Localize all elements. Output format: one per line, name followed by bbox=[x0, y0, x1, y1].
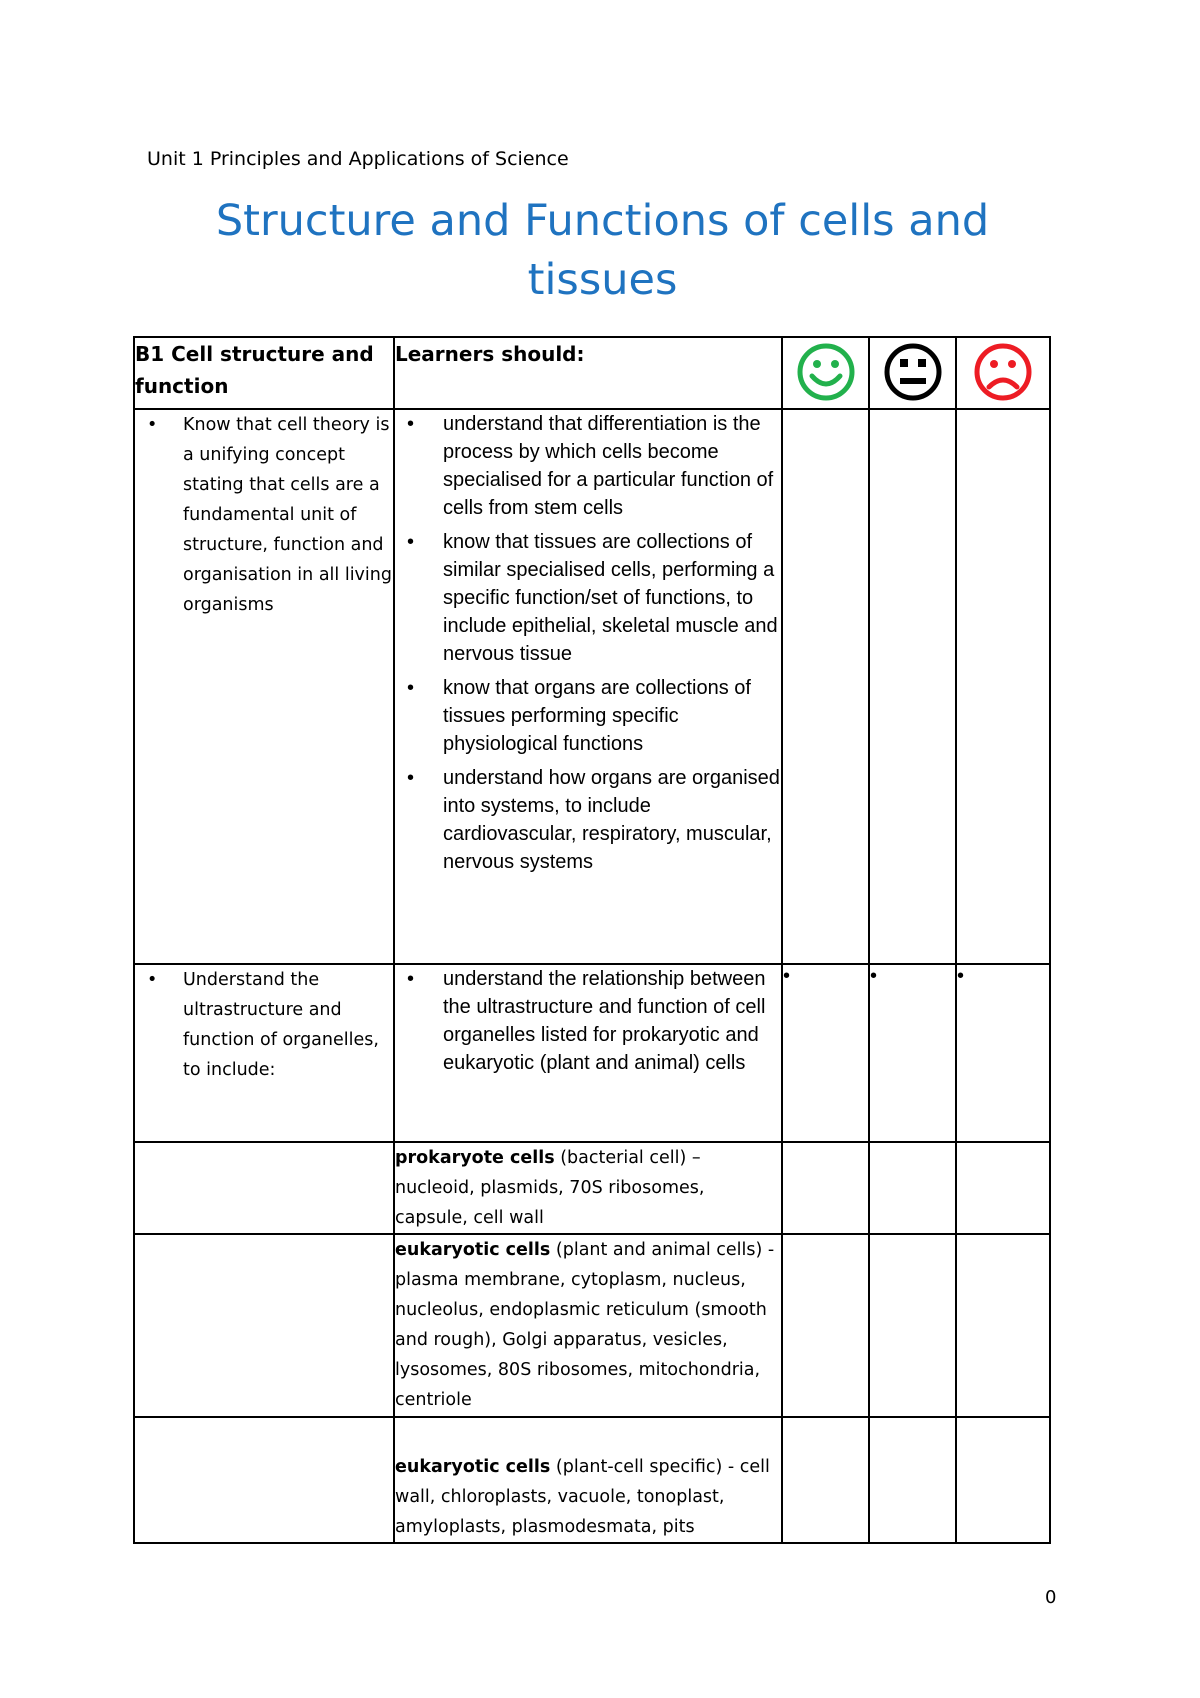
bullet-icon: • bbox=[870, 965, 878, 987]
smiley-face-cell bbox=[782, 337, 869, 409]
topic-cell bbox=[134, 964, 394, 1142]
neutral-face-cell bbox=[869, 337, 956, 409]
topic-cell bbox=[134, 1142, 394, 1234]
list-item: • Know that cell theory is a unifying concept stating that cells are a fundamental unit of structure, function and organisation in all living organisms bbox=[135, 410, 393, 620]
header-learners: Learners should: bbox=[394, 337, 782, 409]
bullet-icon: • bbox=[147, 415, 158, 435]
list-item: • know that organs are collections of tissues performing specific physiological functions bbox=[395, 674, 781, 758]
rating-cell[interactable] bbox=[782, 1142, 869, 1234]
table-row bbox=[134, 1417, 1050, 1543]
list-item: • understand how organs are organised into systems, to include cardiovascular, respiratory, muscular, nervous systems bbox=[395, 764, 781, 876]
bullet-icon: • bbox=[407, 968, 415, 990]
page-title bbox=[150, 192, 1055, 310]
title-line-2: tissues bbox=[527, 255, 678, 305]
title-line-1: Structure and Functions of cells and bbox=[215, 196, 990, 246]
table-header-row bbox=[134, 337, 1050, 409]
page-number: 0 bbox=[1045, 1587, 1057, 1608]
learners-cell: prokaryote cells (bacterial cell) – nucleoid, plasmids, 70S ribosomes, capsule, cell wall bbox=[394, 1142, 782, 1234]
table-row bbox=[134, 1142, 1050, 1234]
rating-cell[interactable] bbox=[956, 409, 1050, 964]
rating-cell[interactable] bbox=[869, 964, 956, 1142]
rating-cell[interactable] bbox=[869, 1234, 956, 1417]
learners-cell: eukaryotic cells (plant and animal cells) - plasma membrane, cytoplasm, nucleus, nucleolus, endoplasmic reticulum (smooth and rough), Golgi apparatus, vesicles, lysosomes, 80S ribosomes, mitochondria, centriole bbox=[394, 1234, 782, 1417]
neutral-face-icon bbox=[883, 342, 943, 402]
bullet-icon: • bbox=[407, 677, 415, 699]
rating-cell[interactable] bbox=[956, 1142, 1050, 1234]
topic-cell bbox=[134, 1234, 394, 1417]
bullet-icon: • bbox=[407, 531, 415, 553]
list-item: • understand that differentiation is the process by which cells become specialised for a particular function of cells from stem cells bbox=[395, 410, 781, 522]
header-topic: B1 Cell structure and function bbox=[134, 337, 394, 409]
table-row bbox=[134, 964, 1050, 1142]
list-item: • understand the relationship between the ultrastructure and function of cell organelles listed for prokaryotic and eukaryotic (plant and animal) cells bbox=[395, 965, 781, 1077]
learners-cell: eukaryotic cells (plant-cell specific) - cell wall, chloroplasts, vacuole, tonoplast, amyloplasts, plasmodesmata, pits bbox=[394, 1417, 782, 1543]
bullet-icon: • bbox=[957, 965, 965, 987]
bullet-icon: • bbox=[147, 970, 158, 990]
rating-cell[interactable] bbox=[782, 964, 869, 1142]
learning-checklist-table bbox=[133, 336, 1051, 1544]
rating-cell[interactable] bbox=[869, 1142, 956, 1234]
rating-cell[interactable] bbox=[869, 409, 956, 964]
bullet-icon: • bbox=[783, 965, 791, 987]
rating-cell[interactable] bbox=[956, 1234, 1050, 1417]
rating-cell[interactable] bbox=[782, 1417, 869, 1543]
learners-cell bbox=[394, 964, 782, 1142]
list-item: • know that tissues are collections of similar specialised cells, performing a specific function/set of functions, to include epithelial, skeletal muscle and nervous tissue bbox=[395, 528, 781, 668]
rating-cell[interactable] bbox=[782, 409, 869, 964]
table-row bbox=[134, 1234, 1050, 1417]
unit-heading: Unit 1 Principles and Applications of Science bbox=[147, 148, 569, 170]
rating-cell[interactable] bbox=[956, 1417, 1050, 1543]
sad-face-icon bbox=[973, 342, 1033, 402]
topic-cell bbox=[134, 1417, 394, 1543]
list-item: • Understand the ultrastructure and function of organelles, to include: bbox=[135, 965, 393, 1085]
smiley-face-icon bbox=[796, 342, 856, 402]
rating-cell[interactable] bbox=[956, 964, 1050, 1142]
sad-face-cell bbox=[956, 337, 1050, 409]
bullet-icon: • bbox=[407, 767, 415, 789]
table-row bbox=[134, 409, 1050, 964]
bullet-icon: • bbox=[407, 413, 415, 435]
topic-cell bbox=[134, 409, 394, 964]
rating-cell[interactable] bbox=[869, 1417, 956, 1543]
learners-cell bbox=[394, 409, 782, 964]
rating-cell[interactable] bbox=[782, 1234, 869, 1417]
